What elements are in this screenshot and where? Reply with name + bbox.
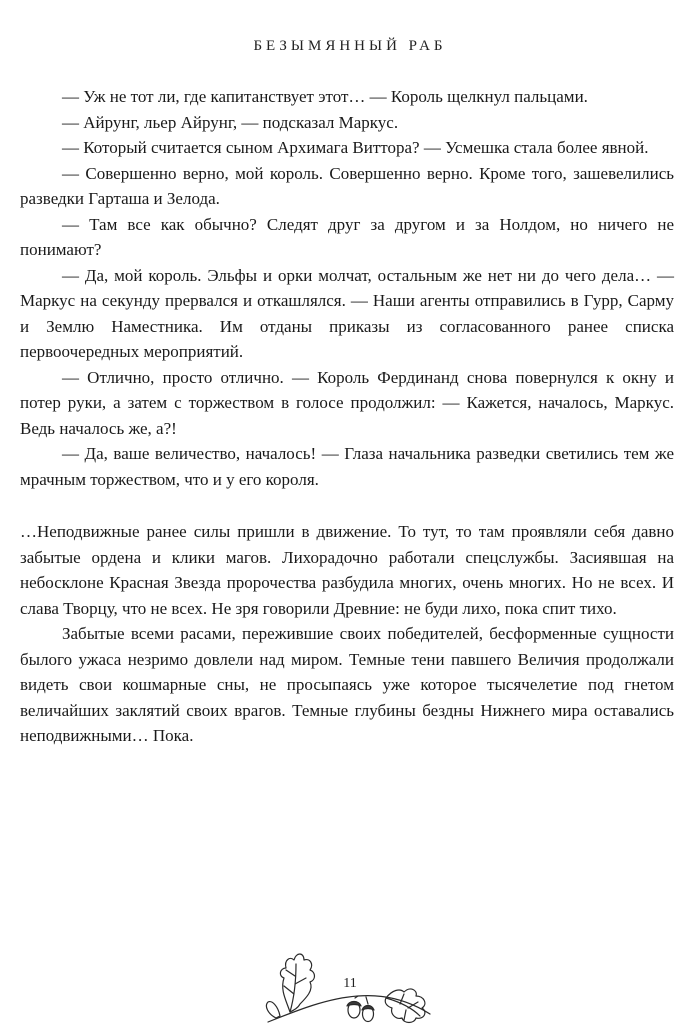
running-title: БЕЗЫМЯННЫЙ РАБ — [253, 38, 447, 54]
section-break — [20, 492, 674, 519]
dialogue-paragraph: — Да, ваше величество, началось! — Глаза начальника разведки светились тем же мрачным торжеством, что и у его короля. — [20, 444, 674, 489]
page-number: 11 — [343, 976, 357, 991]
dialogue-paragraph: — Уж не тот ли, где капитанствует этот… — Король щелкнул пальцами. — [62, 87, 588, 106]
body-text — [20, 84, 674, 749]
narrative-paragraph: Забытые всеми расами, пережившие своих победителей, бесформенные сущности былого ужаса незримо довлели над миром. Темные тени павшего Величия продолжали видеть свои кошмарные сны, не просыпаясь уже которое тысячелетие под гнетом величайших заклятий своих врагов. Темные глубины бездны Нижнего мира оставались неподвижными… Пока. — [20, 624, 674, 745]
dialogue-paragraph: — Который считается сыном Архимага Виттора? — Усмешка стала более явной. — [62, 138, 649, 157]
dialogue-paragraph: — Совершенно верно, мой король. Совершенно верно. Кроме того, зашевелились разведки Гарташа и Зелода. — [20, 163, 674, 208]
dialogue-paragraph: — Там все как обычно? Следят друг за другом и за Нолдом, но ничего не понимают? — [20, 214, 674, 259]
dialogue-paragraph: — Отлично, просто отлично. — Король Фердинанд снова повернулся к окну и потер руки, а затем с торжеством в голосе продолжил: — Кажется, началось, Маркус. Ведь началось же, а?! — [20, 367, 674, 438]
narrative-paragraph: …Неподвижные ранее силы пришли в движение. То тут, то там проявляли себя давно забытые ордена и клики магов. Лихорадочно работали спецслужбы. Засиявшая на небосклоне Красная Звезда пророчества разбудила многих, очень многих. Но не всех. И слава Творцу, что не всех. Не зря говорили Древние: не буди лихо, пока спит тихо. — [20, 522, 674, 618]
dialogue-paragraph: — Да, мой король. Эльфы и орки молчат, остальным же нет ни до чего дела… — Маркус на секунду прервался и откашлялся. — Наши агенты отправились в Гурр, Сарму и Землю Наместника. Им отданы приказы из согласованного ранее списка первоочередных мероприятий. — [20, 265, 674, 361]
dialogue-paragraph: — Айрунг, льер Айрунг, — подсказал Маркус. — [62, 112, 399, 132]
